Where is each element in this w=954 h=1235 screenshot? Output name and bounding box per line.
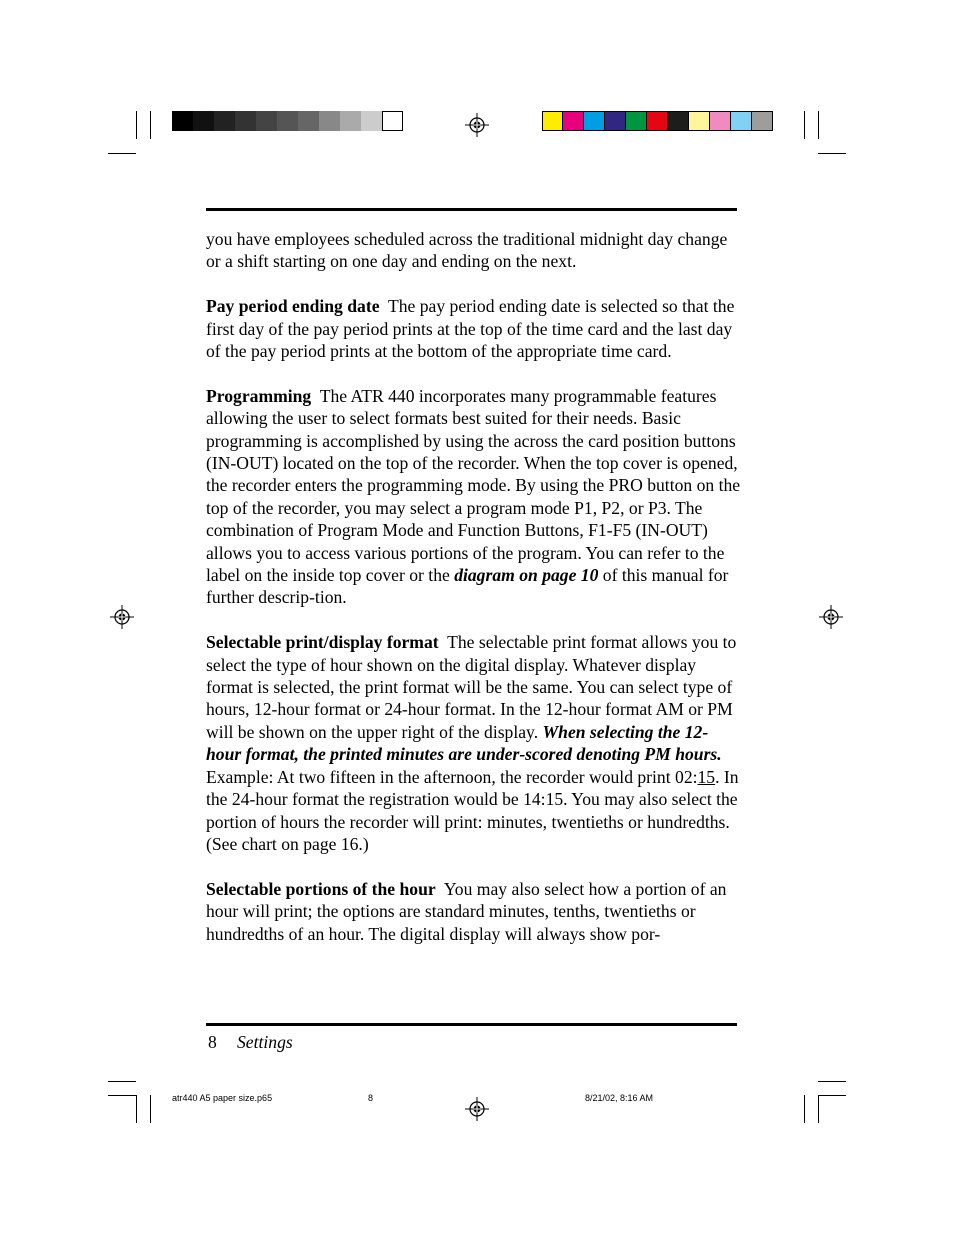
section-title: Settings xyxy=(237,1032,293,1052)
color-swatch xyxy=(340,111,361,131)
crop-mark xyxy=(818,1081,846,1082)
paragraph-continuation: you have employees scheduled across the traditional midnight day change or a shift starting on one day and ending on the next. xyxy=(206,229,728,272)
page-body xyxy=(206,228,741,967)
diagram-reference: diagram on page 10 xyxy=(454,565,599,586)
registration-mark-icon xyxy=(465,1097,489,1121)
color-swatch xyxy=(256,111,277,131)
slug-filename: atr440 A5 paper size.p65 xyxy=(172,1093,273,1103)
slug-page: 8 xyxy=(368,1093,374,1103)
gray-calibration-bar xyxy=(172,111,403,131)
color-swatch xyxy=(382,111,403,131)
underlined-minutes: 15 xyxy=(697,766,716,787)
color-swatch xyxy=(584,111,605,131)
paragraph-heading: Selectable portions of the hour xyxy=(206,878,436,899)
color-swatch xyxy=(668,111,689,131)
color-swatch xyxy=(319,111,340,131)
color-swatch xyxy=(752,111,773,131)
color-swatch xyxy=(689,111,710,131)
paragraph-print-format: Selectable print/display format The selectable print format allows you to select the type of hour shown on the digital display. Whatever display format is selected, the print format will be the same. You can select type of hours, 12-hour format or 24-hour format. In the 12-hour format AM or PM will be shown on the upper right of the display. When selecting the 12-hour format, the printed minutes are under-scored denoting PM hours. Example: At two fifteen in the afternoon, the recorder would print 02:15. In the 24-hour format the registration would be 14:15. You may also select the portion of hours the recorder will print: minutes, twentieths or hundredths. (See chart on page 16.) xyxy=(206,632,739,854)
crop-mark xyxy=(150,1095,151,1123)
paragraph-portions: Selectable portions of the hour You may also select how a portion of an hour will print; the options are standard minutes, tenths, twentieths or hundredths of an hour. The digital display will always show por- xyxy=(206,878,727,944)
crop-mark xyxy=(108,1081,136,1082)
crop-mark xyxy=(804,111,805,139)
paragraph-heading: Pay period ending date xyxy=(206,296,380,317)
crop-mark xyxy=(804,1095,805,1123)
color-swatch xyxy=(563,111,584,131)
registration-mark-icon xyxy=(465,113,489,137)
paragraph-programming: Programming The ATR 440 incorporates many programmable features allowing the user to select formats best suited for their needs. Basic programming is accomplished by using the across the card position buttons (IN-OUT) located on the top of the recorder. When the top cover is opened, the recorder enters the programming mode. By using the PRO button on the top of the recorder, you may select a program mode P1, P2, or P3. The combination of Program Mode and Function Buttons, F1-F5 (IN-OUT) allows you to access various portions of the program. You can refer to the label on the inside top cover or the diagram on page 10 of this manual for further descrip-tion. xyxy=(206,385,741,608)
color-swatch xyxy=(298,111,319,131)
crop-mark xyxy=(818,153,846,154)
paragraph-heading: Programming xyxy=(206,385,312,406)
crop-mark xyxy=(818,111,819,139)
crop-mark xyxy=(818,1095,819,1123)
slug-timestamp: 8/21/02, 8:16 AM xyxy=(585,1093,654,1103)
crop-mark xyxy=(108,153,136,154)
footer-rule xyxy=(206,1023,737,1026)
color-calibration-bar xyxy=(542,111,773,131)
crop-mark xyxy=(136,1095,137,1123)
color-swatch xyxy=(731,111,752,131)
crop-mark xyxy=(150,111,151,139)
color-swatch xyxy=(361,111,382,131)
color-swatch xyxy=(626,111,647,131)
color-swatch xyxy=(710,111,731,131)
emphasis-note: When selecting the 12-hour format, the printed minutes are under-scored denoting PM hours. xyxy=(206,721,722,765)
registration-mark-icon xyxy=(110,605,134,629)
paragraph-pay-period: Pay period ending date The pay period ending date is selected so that the first day of the pay period prints at the top of the time card and the last day of the pay period prints at the bottom of the appropriate time card. xyxy=(206,296,735,362)
color-swatch xyxy=(605,111,626,131)
color-swatch xyxy=(277,111,298,131)
color-swatch xyxy=(214,111,235,131)
crop-mark xyxy=(136,111,137,139)
color-swatch xyxy=(647,111,668,131)
header-rule xyxy=(206,208,737,211)
paragraph-heading: Selectable print/display format xyxy=(206,632,439,653)
color-swatch xyxy=(235,111,256,131)
registration-mark-icon xyxy=(819,605,843,629)
color-swatch xyxy=(172,111,193,131)
color-swatch xyxy=(193,111,214,131)
crop-mark xyxy=(108,1095,136,1096)
page-number: 8 xyxy=(208,1032,217,1052)
color-swatch xyxy=(542,111,563,131)
crop-mark xyxy=(818,1095,846,1096)
